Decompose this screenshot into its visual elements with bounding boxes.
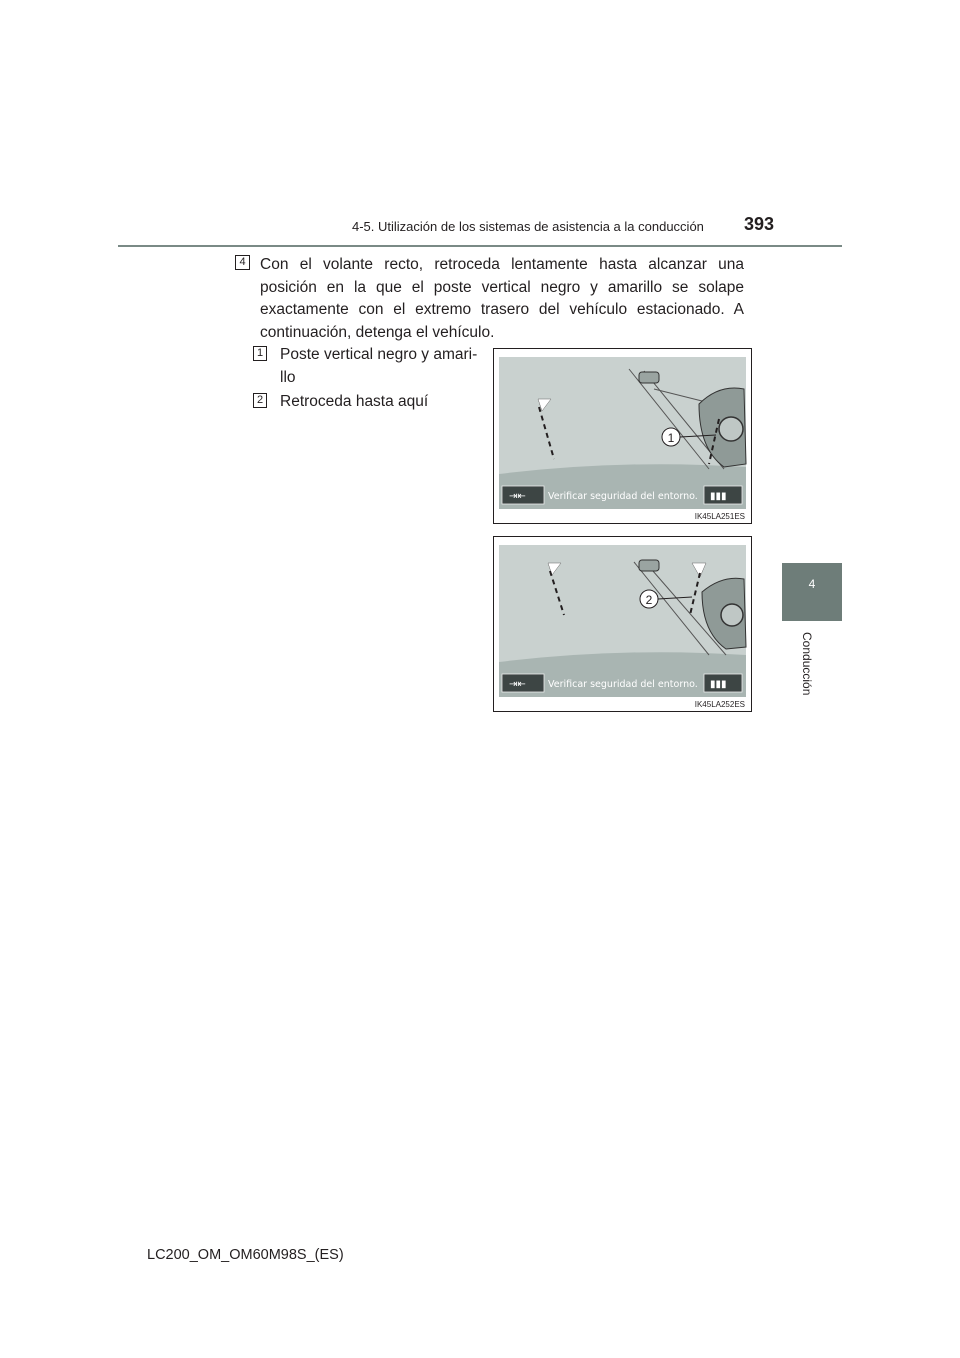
running-header-section: 4-5. Utilización de los sistemas de asistencia a la conducción	[352, 219, 704, 234]
figure-code-2: IK45LA252ES	[694, 700, 745, 709]
figure-monitor-2	[493, 536, 752, 712]
figure-code-1: IK45LA251ES	[694, 512, 745, 521]
chapter-tab-number: 4	[808, 577, 816, 591]
svg-text:⇥⇤: ⇥⇤	[509, 491, 526, 502]
callout-text-2: Retroceda hasta aquí	[280, 393, 429, 410]
rear-camera-illustration-2	[494, 537, 751, 711]
svg-text:▮▮▮: ▮▮▮	[710, 679, 727, 690]
figure-monitor-1	[493, 348, 752, 524]
callout-badge-2: 2	[253, 393, 267, 408]
figure-1-callout: 1	[667, 431, 675, 445]
step-instruction-text: Con el volante recto, retroceda lentamente hasta alcanzar una posición en la que el poste vertical negro y amarillo se solape exactamente con el extremo trasero del vehículo estacionado. A continuación, detenga el vehículo.	[260, 256, 744, 341]
svg-text:⇥⇤: ⇥⇤	[509, 679, 526, 690]
step-number-badge: 4	[235, 255, 250, 270]
svg-text:▮▮▮: ▮▮▮	[710, 491, 727, 502]
page-number: 393	[744, 214, 775, 234]
callout-text-1: Poste vertical negro y amari-llo	[280, 346, 478, 386]
screen-message-2: Verificar seguridad del entorno.	[548, 679, 698, 690]
figure-2-callout: 2	[645, 593, 653, 607]
footer-document-code: LC200_OM_OM60M98S_(ES)	[147, 1247, 344, 1263]
chapter-tab-label: Conducción	[800, 632, 814, 696]
rear-camera-illustration-1	[494, 349, 751, 523]
callout-badge-1: 1	[253, 346, 267, 361]
header-divider	[118, 245, 842, 247]
screen-message-1: Verificar seguridad del entorno.	[548, 491, 698, 502]
chapter-tab	[782, 563, 842, 621]
